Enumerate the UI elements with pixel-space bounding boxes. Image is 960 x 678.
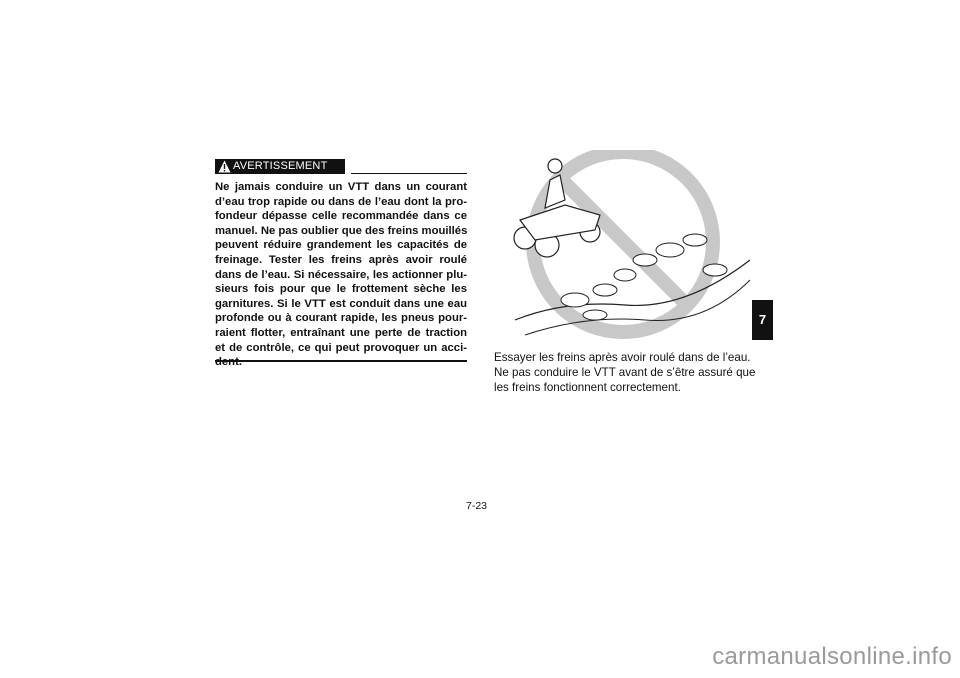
warning-line: garnitures. Si le VTT est conduit dans une eau [215,297,467,310]
warning-line: manuel. Ne pas oublier que des freins mouillés [215,224,468,237]
warning-line: raient flotter, entraînant une perte de traction [215,326,467,339]
illustration-caption [494,350,764,395]
warning-line: fondeur dépasse celle recommandée dans ce [215,210,467,223]
caption-line: Ne pas conduire le VTT avant de s’être assuré que [494,366,756,379]
caption-line: Essayer les freins après avoir roulé dans de l’eau. [494,351,751,364]
warning-line: profonde ou à courant rapide, les pneus pour- [215,312,467,325]
divider [351,173,467,174]
chapter-tab: 7 [752,300,773,340]
warning-text [215,180,467,370]
atv-in-water-prohibited-illustration [505,150,755,350]
page-number: 7-23 [466,500,488,512]
warning-line: sieurs fois pour que le frottement sèche les [215,283,467,296]
divider [215,360,467,362]
warning-label: AVERTISSEMENT [233,160,328,172]
warning-line: Ne jamais conduire un VTT dans un courant [215,181,467,193]
watermark: carmanualsonline.info [712,643,952,670]
warning-line: freinage. Tester les freins après avoir roulé [215,253,467,266]
warning-line: d’eau trop rapide ou dans de l’eau dont la pro- [215,195,467,208]
warning-line: dent. [215,356,242,369]
warning-line: peuvent réduire grandement les capacités de [215,239,467,252]
warning-badge [215,159,345,174]
warning-line: dans de l’eau. Si nécessaire, les actionner plu- [215,268,467,281]
caption-line: les freins fonctionnent correctement. [494,381,681,394]
warning-header [215,159,467,177]
warning-triangle-icon [218,160,231,173]
warning-line: et de contrôle, ce qui peut provoquer un acci- [215,341,467,354]
